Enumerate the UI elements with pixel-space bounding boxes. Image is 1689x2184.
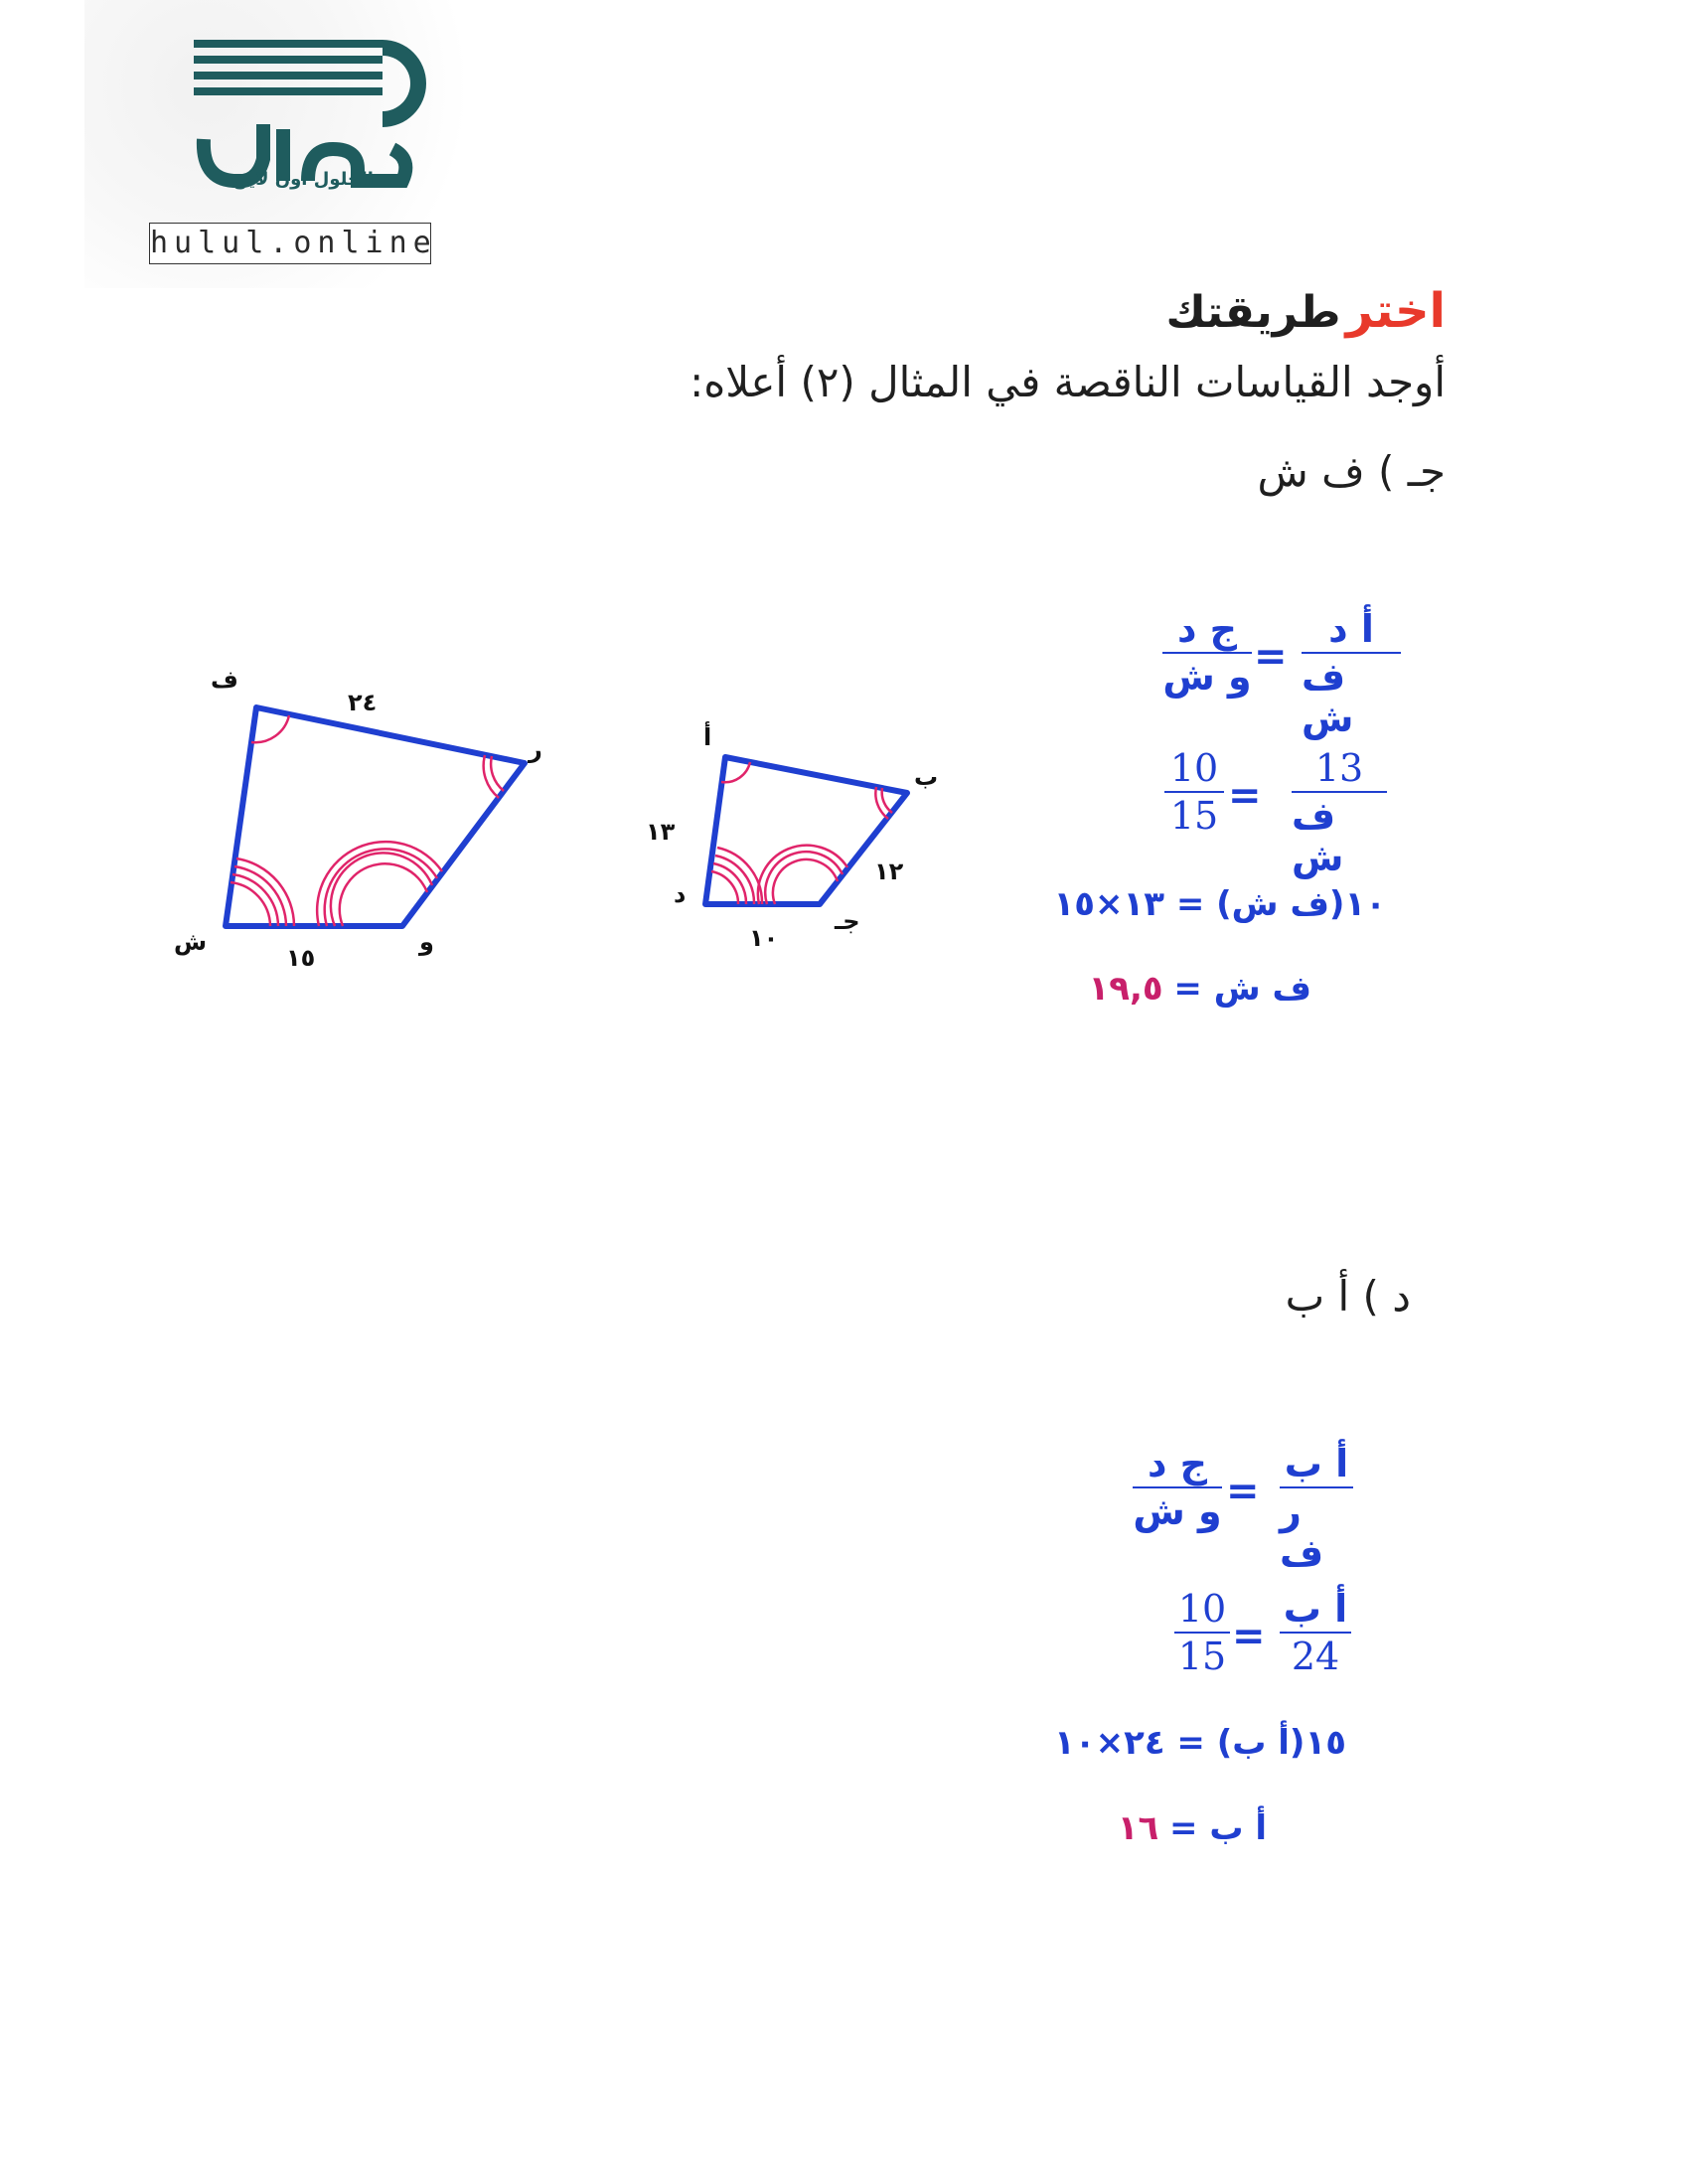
side-label-10: ١٠	[749, 924, 779, 952]
choose-word: اختر	[1345, 283, 1446, 339]
c-step-cross-multiply: ١٠(ف ش) = ١٣×١٥	[1053, 884, 1386, 924]
c-fraction-2-left: 13 ف ش	[1292, 747, 1387, 878]
vertex-label-b: ب	[914, 763, 939, 791]
side-label-12: ١٢	[874, 858, 904, 885]
part-c-label: جـ ) ف ش	[1257, 447, 1446, 496]
d-fraction-1-right: ج د و ش	[1133, 1442, 1222, 1533]
large-angle-arcs	[230, 715, 504, 926]
d-fraction-2-left: أ ب 24	[1280, 1588, 1351, 1677]
d-answer-label: أ ب =	[1169, 1808, 1267, 1848]
d-equals-1: =	[1226, 1469, 1260, 1514]
similar-quadrilaterals-figure	[159, 636, 974, 994]
logo-url: hulul.online	[149, 223, 431, 264]
side-label-13: ١٣	[646, 818, 676, 846]
c-fraction-1-right: ج د و ش	[1162, 607, 1252, 699]
c-equals-1: =	[1254, 634, 1288, 680]
d-answer	[1118, 1808, 1267, 1848]
vertex-label-w: و	[419, 928, 434, 956]
side-label-24: ٢٤	[348, 689, 378, 716]
part-d-label: د ) أ ب	[1285, 1272, 1411, 1321]
c-answer	[1088, 969, 1311, 1009]
instruction-text: أوجد القياسات الناقصة في المثال (٢) أعلاه:	[690, 358, 1446, 406]
c-equals-2: =	[1228, 773, 1262, 819]
c-answer-label: ف ش =	[1173, 969, 1311, 1009]
choose-your-way-heading	[849, 283, 1446, 339]
c-answer-value: ١٩,٥	[1088, 969, 1163, 1009]
side-label-15: ١٥	[286, 944, 316, 972]
vertex-label-d: د	[674, 880, 687, 908]
d-fraction-1-left: أ ب ر ف	[1280, 1443, 1353, 1574]
vertex-label-sh: ش	[174, 928, 208, 956]
d-step-cross-multiply: ١٥(أ ب) = ٢٤×١٠	[1054, 1723, 1346, 1763]
vertex-label-j: جـ	[835, 907, 860, 935]
c-fraction-1-left: أ د ف ش	[1302, 608, 1401, 739]
vertex-label-a: أ	[703, 723, 712, 751]
vertex-label-r: ر	[529, 735, 542, 763]
d-answer-value: ١٦	[1117, 1808, 1159, 1848]
c-fraction-2-right: 10 15	[1164, 747, 1224, 837]
d-equals-2: =	[1232, 1614, 1266, 1659]
logo-tagline: الحلول اون لاين	[232, 169, 374, 190]
your-way-word: طريقتك	[1165, 287, 1341, 338]
d-fraction-2-right: 10 15	[1174, 1588, 1230, 1677]
vertex-label-f: ف	[211, 666, 238, 694]
